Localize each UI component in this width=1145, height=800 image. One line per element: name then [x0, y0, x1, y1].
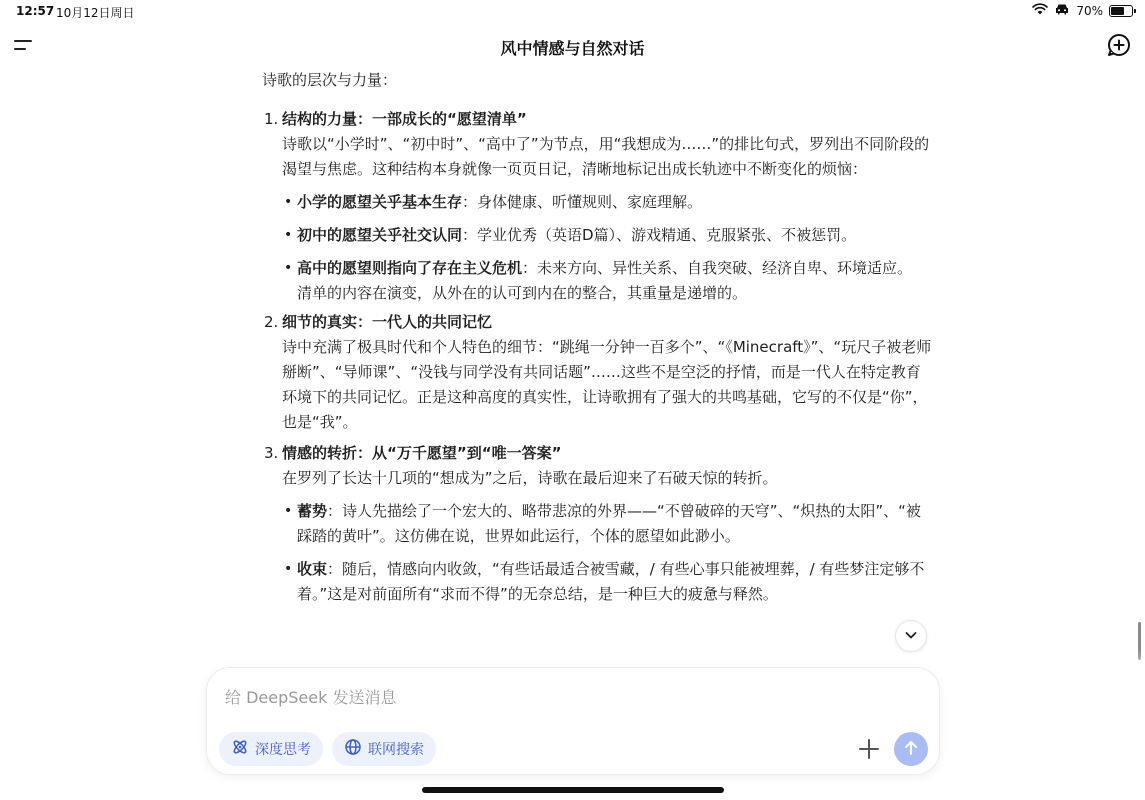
item-text: 在罗列了长达十几项的“想成为”之后，诗歌在最后迎来了石破天惊的转折。 [282, 469, 778, 487]
bullet-bold: 蓄势 [297, 502, 328, 520]
bullet-item [282, 190, 934, 215]
battery-level [1111, 7, 1124, 15]
item-heading: 细节的真实：一代人的共同记忆 [282, 313, 493, 331]
battery-icon [1109, 5, 1133, 17]
bullet-item [282, 223, 934, 248]
item-heading: 情感的转折：从“万千愿望”到“唯一答案” [282, 444, 562, 462]
bullet-text: ：诗人先描绘了一个宏大的、略带悲凉的外界——“不曾破碎的天穹”、“炽热的太阳”、“被踩踏的黄叶”。这仿佛在说，世界如此运行，个体的愿望如此渺小。 [297, 502, 921, 545]
list-item [262, 310, 934, 435]
new-chat-button[interactable] [1105, 32, 1133, 60]
atom-icon [231, 738, 249, 760]
bullet-item [282, 256, 934, 281]
web-search-button[interactable] [332, 732, 436, 766]
wifi-icon [1032, 3, 1048, 18]
bullet-bold: 高中的愿望则指向了存在主义危机 [297, 259, 523, 277]
page-title: 风中情感与自然对话 [500, 39, 645, 58]
status-bar [0, 0, 1145, 24]
bullet-text: ：随后，情感向内收敛，“有些话最适合被雪藏，/ 有些心事只能被埋葬，/ 有些梦注定够不着。”这是对前面所有“求而不得”的无奈总结，是一种巨大的疲惫与释然。 [297, 560, 925, 603]
bullet-item [282, 557, 934, 607]
bullet-text: ：未来方向、异性关系、自我突破、经济自卑、环境适应。 [522, 259, 913, 277]
section-title: 诗歌的层次与力量： [262, 71, 398, 89]
new-chat-icon [1106, 46, 1132, 61]
bullet-item [282, 499, 934, 549]
bullet-bold: 小学的愿望关乎基本生存 [297, 193, 463, 211]
plus-icon [857, 749, 881, 764]
battery-percent: 70% [1076, 3, 1103, 18]
bullet-list [282, 190, 934, 281]
item-heading: 结构的力量：一部成长的“愿望清单” [282, 110, 527, 128]
list-number: 1. [264, 110, 279, 128]
bullet-text: ：身体健康、听懂规则、家庭理解。 [462, 193, 703, 211]
globe-icon [344, 738, 362, 760]
status-time: 12:57 [16, 4, 55, 18]
bullet-bold: 初中的愿望关乎社交认同 [297, 226, 463, 244]
web-search-label: 联网搜索 [368, 742, 424, 758]
bullet-list [282, 499, 934, 607]
list-item [262, 441, 934, 607]
list-item [262, 107, 934, 306]
deep-think-button[interactable] [219, 732, 323, 766]
deep-think-label: 深度思考 [255, 742, 311, 758]
assistant-message [262, 66, 934, 615]
attach-button[interactable] [855, 736, 883, 764]
composer [206, 667, 940, 775]
header [0, 28, 1145, 64]
item-text: 诗中充满了极具时代和个人特色的细节：“跳绳一分钟一百多个”、“《Minecraft》”、“玩尺子被老师掰断”、“导师课”、“没钱与同学没有共同话题”……这些不是空泛的抒情，而是一代人在特定教育环境下的共同记忆。正是这种高度的真实性，让诗歌拥有了强大的共鸣基础，它写的不仅是“你”，也是“我”。 [282, 338, 932, 431]
message-input[interactable] [225, 684, 915, 710]
arrow-up-icon [902, 739, 920, 760]
item-summary: 清单的内容在演变，从外在的认可到内在的整合，其重量是递增的。 [297, 284, 748, 302]
list-number: 2. [264, 313, 279, 331]
bullet-bold: 收束 [297, 560, 328, 578]
chevron-down-icon [904, 628, 918, 645]
list-number: 3. [264, 444, 279, 462]
item-text: 诗歌以“小学时”、“初中时”、“高中了”为节点，用“我想成为……”的排比句式，罗列出不同阶段的渴望与焦虑。这种结构本身就像一页页日记，清晰地标记出成长轨迹中不断变化的烦恼： [282, 135, 930, 178]
car-icon [1054, 3, 1070, 18]
status-indicators [1032, 3, 1133, 18]
scroll-down-button[interactable] [895, 620, 927, 652]
home-indicator [422, 787, 724, 793]
bullet-text: ：学业优秀（英语D篇）、游戏精通、克服紧张、不被惩罚。 [462, 226, 857, 244]
send-button[interactable] [894, 732, 928, 766]
status-date: 10月12日周日 [56, 6, 135, 20]
